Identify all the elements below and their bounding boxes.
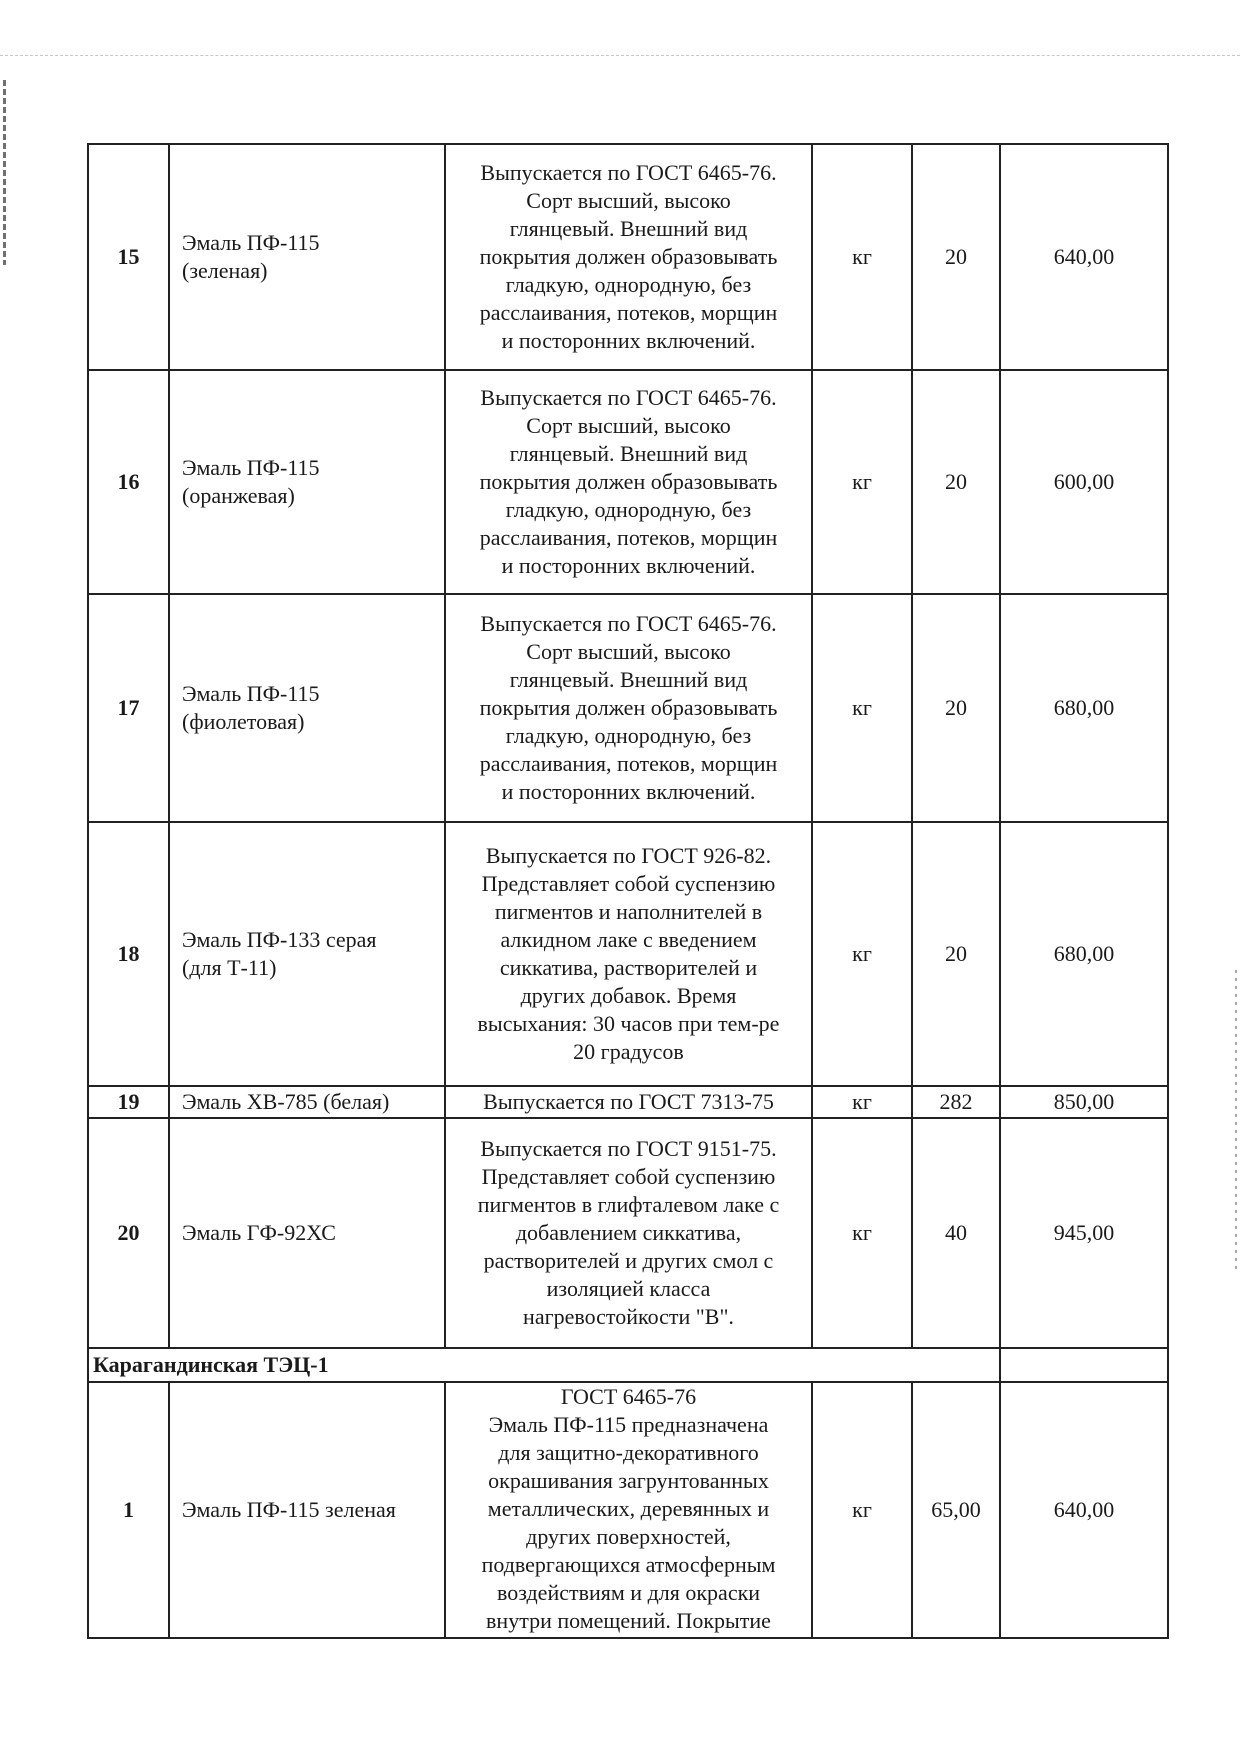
row-number: 1 (88, 1382, 169, 1638)
quantity: 65,00 (912, 1382, 1000, 1638)
unit: кг (812, 594, 912, 822)
table-row (88, 144, 1168, 370)
unit: кг (812, 370, 912, 594)
unit: кг (812, 822, 912, 1086)
materials-table (87, 143, 1169, 1639)
section-heading: Карагандинская ТЭЦ-1 (88, 1348, 1000, 1382)
item-name: Эмаль ПФ-115 (фиолетовая) (169, 594, 445, 822)
item-name: Эмаль ПФ-115 зеленая (169, 1382, 445, 1638)
item-description: Выпускается по ГОСТ 6465-76. Сорт высший, высоко глянцевый. Внешний вид покрытия должен образовывать гладкую, однородную, без расслаивания, потеков, морщин и посторонних включений. (445, 144, 812, 370)
quantity: 282 (912, 1086, 1000, 1118)
row-number: 15 (88, 144, 169, 370)
section-empty-cell (1000, 1348, 1168, 1382)
section-row (88, 1348, 1168, 1382)
quantity: 20 (912, 144, 1000, 370)
table-row (88, 1086, 1168, 1118)
quantity: 20 (912, 594, 1000, 822)
item-name: Эмаль ХВ-785 (белая) (169, 1086, 445, 1118)
scan-right-mark (1235, 970, 1237, 1270)
table-row (88, 822, 1168, 1086)
row-number: 19 (88, 1086, 169, 1118)
price: 850,00 (1000, 1086, 1168, 1118)
row-number: 20 (88, 1118, 169, 1348)
price: 680,00 (1000, 822, 1168, 1086)
item-description: Выпускается по ГОСТ 6465-76. Сорт высший, высоко глянцевый. Внешний вид покрытия должен образовывать гладкую, однородную, без расслаивания, потеков, морщин и посторонних включений. (445, 370, 812, 594)
unit: кг (812, 144, 912, 370)
scan-edge-line (0, 55, 1240, 56)
table-row (88, 1382, 1168, 1638)
unit: кг (812, 1086, 912, 1118)
item-description: Выпускается по ГОСТ 6465-76. Сорт высший, высоко глянцевый. Внешний вид покрытия должен образовывать гладкую, однородную, без расслаивания, потеков, морщин и посторонних включений. (445, 594, 812, 822)
quantity: 20 (912, 822, 1000, 1086)
row-number: 17 (88, 594, 169, 822)
item-description: Выпускается по ГОСТ 926-82. Представляет собой суспензию пигментов и наполнителей в алкидном лаке с введением сиккатива, растворителей и других добавок. Время высыхания: 30 часов при тем-ре 20 градусов (445, 822, 812, 1086)
unit: кг (812, 1382, 912, 1638)
item-description: Выпускается по ГОСТ 7313-75 (445, 1086, 812, 1118)
price: 680,00 (1000, 594, 1168, 822)
item-name: Эмаль ПФ-115 (зеленая) (169, 144, 445, 370)
price: 600,00 (1000, 370, 1168, 594)
table-row (88, 594, 1168, 822)
table-row (88, 1118, 1168, 1348)
item-name: Эмаль ПФ-133 серая (для Т-11) (169, 822, 445, 1086)
item-description: Выпускается по ГОСТ 9151-75. Представляет собой суспензию пигментов в глифталевом лаке с добавлением сиккатива, растворителей и других смол с изоляцией класса нагревостойкости "В". (445, 1118, 812, 1348)
item-description: ГОСТ 6465-76 Эмаль ПФ-115 предназначена для защитно-декоративного окрашивания загрунтованных металлических, деревянных и других поверхностей, подвергающихся атмосферным воздействиям и для окраски внутри помещений. Покрытие (445, 1382, 812, 1638)
unit: кг (812, 1118, 912, 1348)
item-name: Эмаль ПФ-115 (оранжевая) (169, 370, 445, 594)
quantity: 20 (912, 370, 1000, 594)
row-number: 18 (88, 822, 169, 1086)
price: 640,00 (1000, 1382, 1168, 1638)
quantity: 40 (912, 1118, 1000, 1348)
item-name: Эмаль ГФ-92ХС (169, 1118, 445, 1348)
table-row (88, 370, 1168, 594)
price: 945,00 (1000, 1118, 1168, 1348)
price: 640,00 (1000, 144, 1168, 370)
row-number: 16 (88, 370, 169, 594)
scan-left-mark (3, 80, 6, 265)
